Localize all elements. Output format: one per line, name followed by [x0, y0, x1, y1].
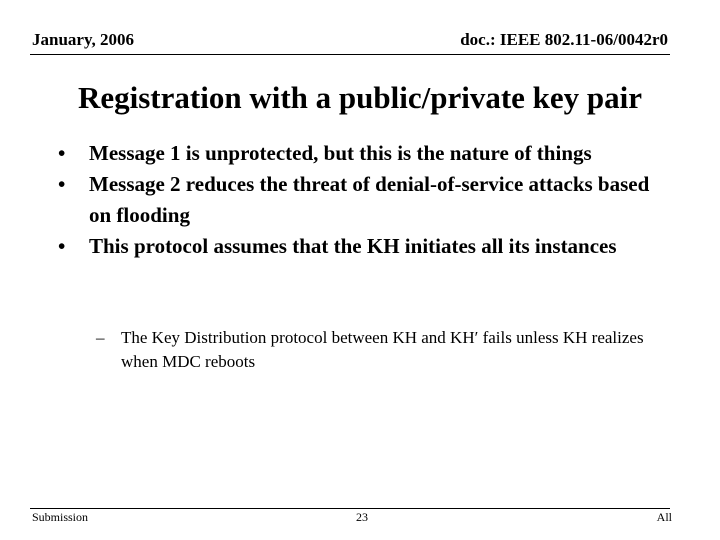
bullet-list	[56, 138, 656, 262]
sub-bullet-list	[96, 326, 656, 374]
dash-icon: –	[96, 328, 105, 347]
bullet-icon: •	[58, 141, 66, 165]
header-date: January, 2006	[32, 30, 135, 49]
bullet-item	[56, 169, 656, 231]
sub-bullet-text: The Key Distribution protocol between KH and KH′ fails unless KH realizes when MDC reboots	[121, 328, 644, 371]
header-document-id: doc.: IEEE 802.11-06/0042r0	[460, 30, 668, 49]
bullet-text: Message 1 is unprotected, but this is the nature of things	[89, 141, 592, 165]
bullet-icon: •	[58, 172, 66, 196]
bullet-icon: •	[58, 234, 66, 258]
footer-author: All	[656, 510, 672, 524]
header-divider	[30, 54, 670, 55]
sub-bullet-item	[96, 326, 656, 374]
bullet-item	[56, 231, 656, 262]
footer-divider	[30, 508, 670, 509]
bullet-text: Message 2 reduces the threat of denial-of-service attacks based on flooding	[89, 172, 650, 227]
footer-submission: Submission	[32, 510, 89, 524]
bullet-item	[56, 138, 656, 169]
slide-title: Registration with a public/private key pair	[77, 80, 643, 115]
bullet-text: This protocol assumes that the KH initiates all its instances	[89, 234, 617, 258]
page-number: 23	[356, 510, 368, 524]
